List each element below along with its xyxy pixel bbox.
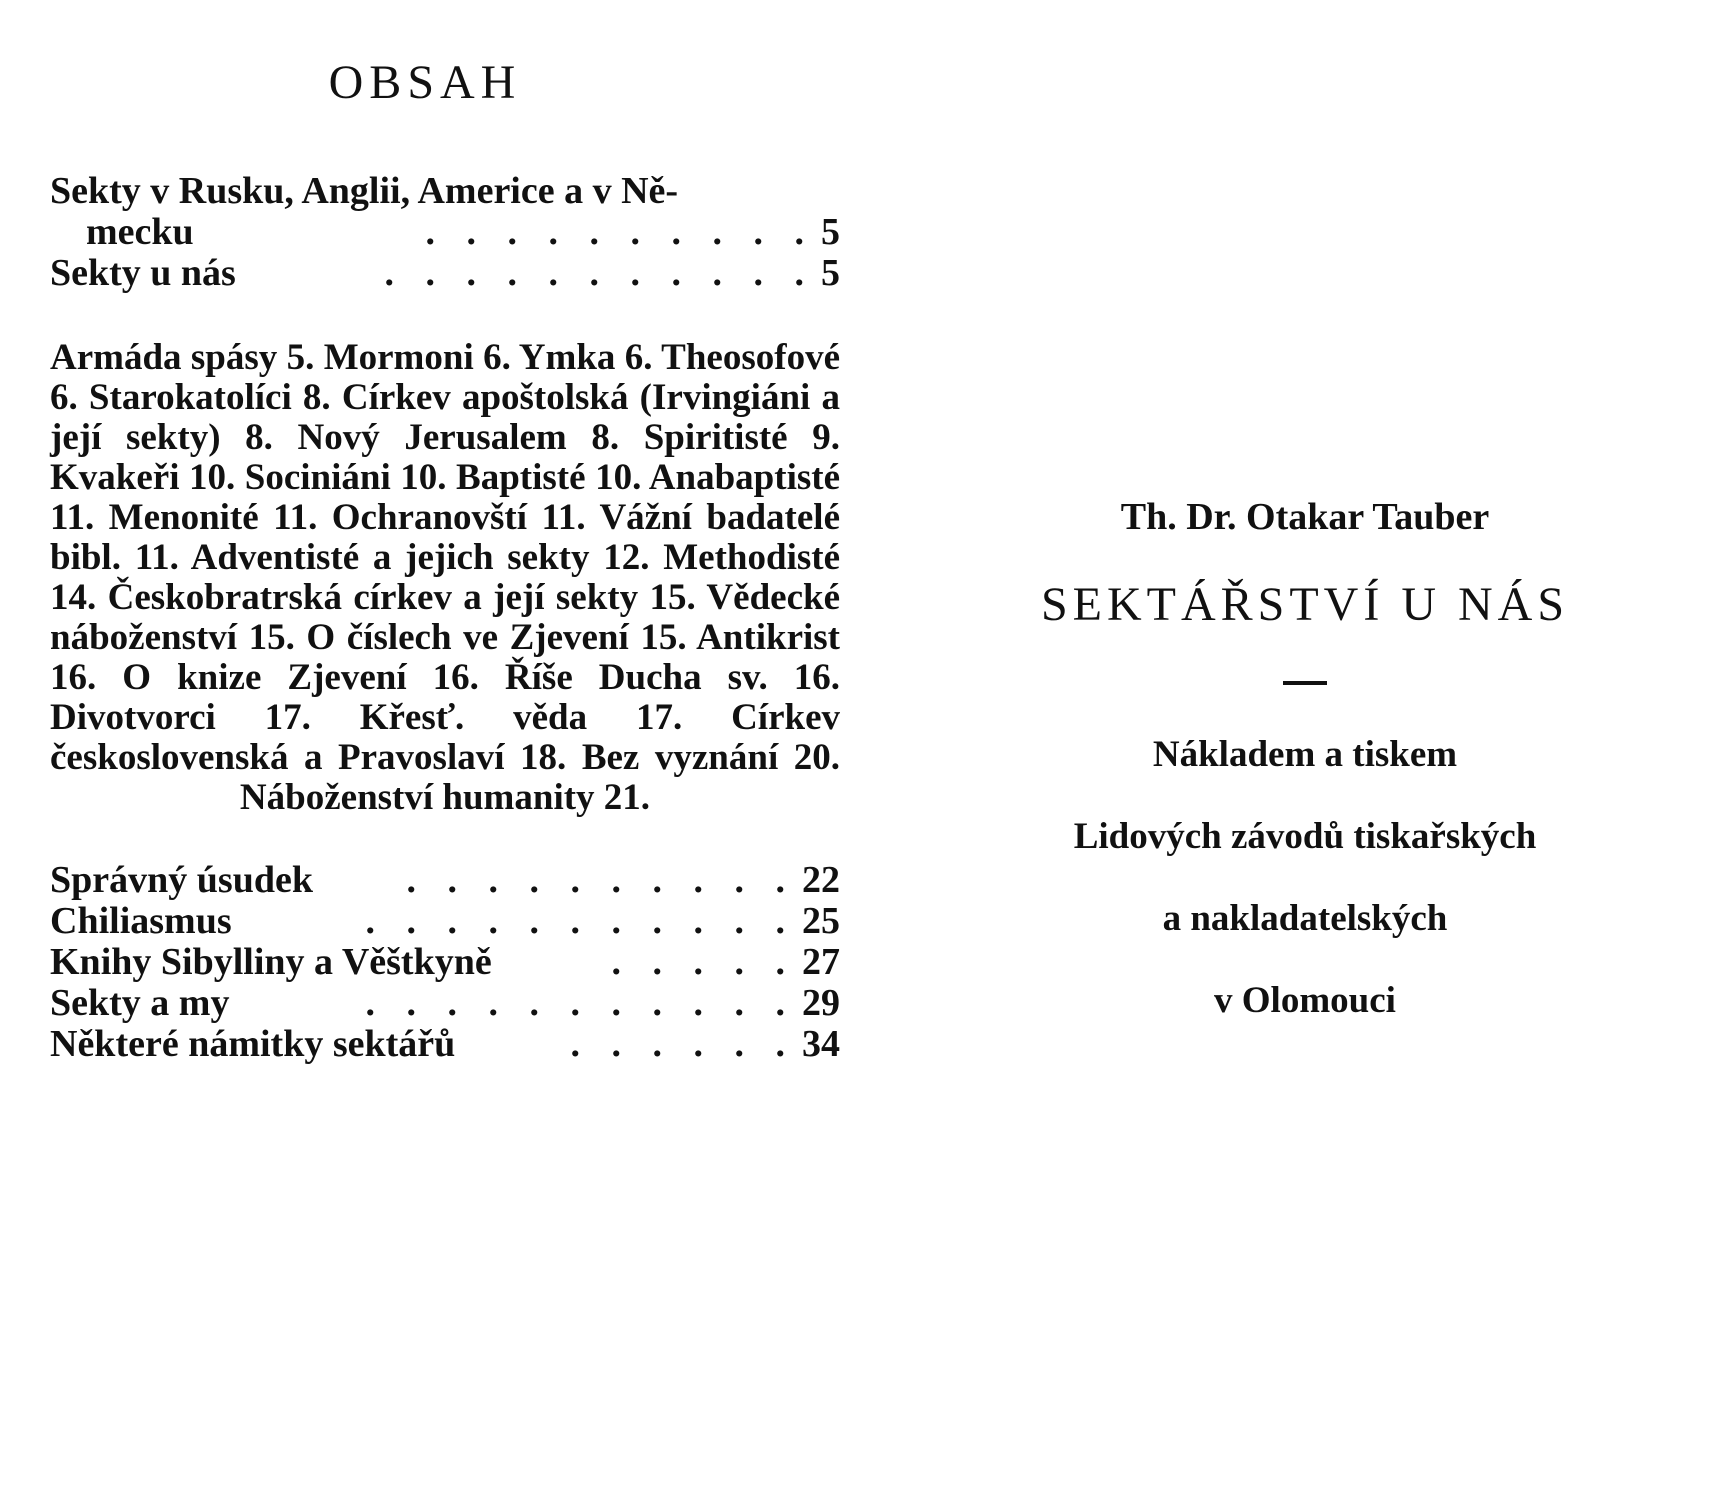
toc-leader-dots: . . . . . bbox=[611, 942, 796, 983]
toc-entry-label: Některé námitky sektářů bbox=[50, 1023, 456, 1065]
toc-page-number: 5 bbox=[821, 211, 840, 253]
toc-heading: OBSAH bbox=[328, 56, 522, 109]
toc-leader-dots: . . . . . . bbox=[570, 1024, 796, 1065]
toc-entry[interactable] bbox=[50, 1024, 840, 1065]
toc-page-number: 25 bbox=[802, 900, 840, 942]
toc-entry[interactable] bbox=[50, 212, 840, 253]
toc-group-1 bbox=[50, 171, 840, 294]
imprint-line: a nakladatelských bbox=[1162, 898, 1448, 939]
title-page bbox=[990, 495, 1620, 1061]
toc-page-number: 22 bbox=[802, 859, 840, 901]
toc-leader-dots: . . . . . . . . . . bbox=[406, 860, 796, 901]
toc-entry[interactable] bbox=[50, 860, 840, 901]
toc-leader-dots: . . . . . . . . . . . bbox=[365, 901, 796, 942]
toc-entry-label-first-line: Sekty v Rusku, Anglii, Americe a v Ně- bbox=[50, 170, 679, 212]
imprint-line: v Olomouci bbox=[1214, 980, 1396, 1021]
toc-page-number: 27 bbox=[802, 941, 840, 983]
toc-sects-paragraph: Armáda spásy 5. Mormoni 6. Ymka 6. Theosofové 6. Starokatolíci 8. Církev apoštolská (Irvingiáni a její sekty) 8. Nový Jerusalem 8. Spiritisté 9. Kvakeři 10. Sociniáni 10. Baptisté 10. Anabaptisté 11. Menonité 11. Ochranovští 11. Vážní badatelé bibl. 11. Adventisté a jejich sekty 12. Methodisté 14. Českobratrská církev a její sekty 15. Vědecké náboženství 15. O číslech ve Zjevení 15. Antikrist 16. O knize Zjevení 16. Říše Ducha sv. 16. Divotvorci 17. Křesť. věda 17. Církev československá a Pravoslaví 18. Bez vyznání 20. Náboženství humanity 21. bbox=[50, 337, 840, 818]
toc-entry-label: Správný úsudek bbox=[50, 859, 313, 901]
toc-entry[interactable] bbox=[50, 942, 840, 983]
toc-page-number: 34 bbox=[802, 1023, 840, 1065]
author-name: Th. Dr. Otakar Tauber bbox=[1120, 496, 1490, 538]
toc-page-number: 5 bbox=[821, 252, 840, 294]
toc-entry[interactable] bbox=[50, 901, 840, 942]
toc-entry[interactable] bbox=[50, 983, 840, 1024]
book-title: SEKTÁŘSTVÍ U NÁS bbox=[1040, 578, 1570, 631]
toc-leader-dots: . . . . . . . . . . bbox=[425, 212, 815, 253]
toc-page-number: 29 bbox=[802, 982, 840, 1024]
toc-entry-label: mecku bbox=[86, 211, 194, 253]
imprint-line: Lidových závodů tiskařských bbox=[1073, 816, 1537, 857]
imprint-line: Nákladem a tiskem bbox=[1152, 734, 1458, 775]
table-of-contents bbox=[50, 55, 840, 1109]
toc-entry-label: Chiliasmus bbox=[50, 900, 232, 942]
title-rule-divider bbox=[1283, 681, 1327, 685]
toc-group-2 bbox=[50, 860, 840, 1065]
toc-leader-dots: . . . . . . . . . . . bbox=[365, 983, 796, 1024]
toc-entry-label: Knihy Sibylliny a Věštkyně bbox=[50, 941, 492, 983]
toc-entry[interactable] bbox=[50, 253, 840, 294]
toc-leader-dots: . . . . . . . . . . . bbox=[384, 253, 815, 294]
toc-entry-label: Sekty a my bbox=[50, 982, 230, 1024]
toc-entry-label: Sekty u nás bbox=[50, 252, 236, 294]
